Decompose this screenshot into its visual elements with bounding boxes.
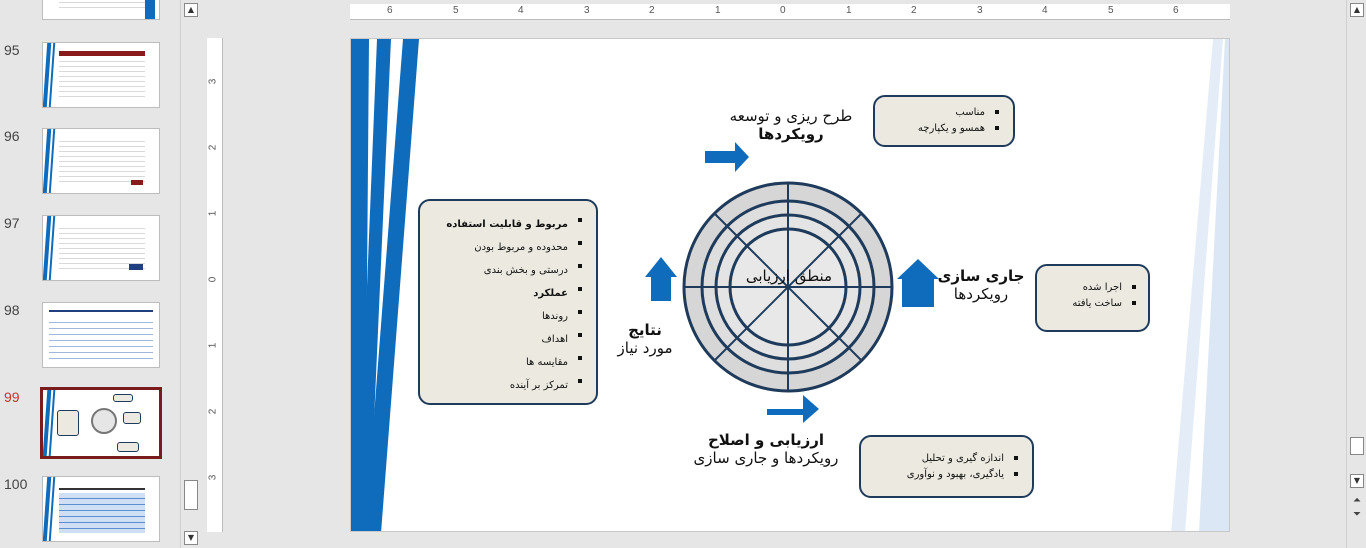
ruler-tick-label: 0 [207, 276, 219, 283]
list-item: اجرا شده [1037, 280, 1140, 296]
list-item: روندها [420, 305, 586, 328]
slide-thumbnail[interactable] [42, 0, 160, 20]
ruler-tick-label: 1 [715, 5, 721, 16]
list-item: عملکرد [420, 282, 586, 305]
list-item: ساخت یافته [1037, 296, 1140, 312]
list-item: تمرکز بر آینده [420, 374, 586, 397]
right-criteria-box [1035, 264, 1150, 332]
list-item: مربوط و قابلیت استفاده [420, 213, 586, 236]
list-item: یادگیری، بهبود و نوآوری [861, 467, 1022, 483]
ruler-tick-label: 0 [780, 5, 786, 16]
list-item: مقایسه ها [420, 351, 586, 374]
slide-thumbnail[interactable] [42, 302, 160, 368]
arrow-up-left [645, 257, 677, 301]
slide-thumbnail[interactable] [42, 476, 160, 542]
list-item: مناسب [875, 105, 1003, 121]
scroll-down-button[interactable]: ▼ [184, 531, 198, 545]
list-item: اهداف [420, 328, 586, 351]
bottom-label [681, 431, 851, 467]
slide-number: 97 [4, 215, 20, 231]
center-label: منطق ارزیابی [745, 267, 833, 285]
arrow-right-bottom [767, 395, 819, 423]
thumbnail-row-98[interactable] [0, 302, 180, 372]
target-circle-diagram [684, 183, 892, 391]
right-label [936, 267, 1026, 303]
horizontal-ruler[interactable] [350, 4, 1230, 20]
slide-number: 98 [4, 302, 20, 318]
top-label-line2: رویکردها [758, 125, 824, 143]
slide-number: 96 [4, 128, 20, 144]
ruler-tick-label: 4 [1042, 5, 1048, 16]
scroll-up-button[interactable]: ▲ [184, 3, 198, 17]
list-item: اندازه گیری و تحلیل [861, 451, 1022, 467]
bottom-label-line2: رویکردها و جاری سازی [693, 449, 839, 467]
right-label-line2: رویکردها [953, 285, 1009, 303]
bottom-criteria-box [859, 435, 1034, 498]
thumbnail-scrollbar[interactable] [180, 0, 200, 548]
slide-thumbnail-active[interactable] [40, 387, 162, 459]
ruler-tick-label: 5 [1108, 5, 1114, 16]
next-slide-icon[interactable]: ⏷ [1353, 509, 1361, 520]
list-item: همسو و یکپارچه [875, 121, 1003, 137]
left-label-line1: نتایج [628, 321, 662, 339]
left-criteria-box [418, 199, 598, 405]
slide-thumbnail[interactable] [42, 42, 160, 108]
left-label [605, 321, 685, 357]
slide-thumbnail-pane [0, 0, 180, 548]
thumbnail-row-96[interactable] [0, 128, 180, 198]
slide-number: 99 [4, 389, 20, 405]
arrow-up-right [897, 259, 939, 307]
list-item: درستی و بخش بندی [420, 259, 586, 282]
ruler-tick-label: 1 [846, 5, 852, 16]
ruler-tick-label: 3 [207, 474, 219, 481]
slide-number: 95 [4, 42, 20, 58]
thumbnail-row-100[interactable] [0, 476, 180, 546]
ruler-tick-label: 6 [387, 5, 393, 16]
ruler-tick-label: 3 [977, 5, 983, 16]
top-criteria-box [873, 95, 1015, 147]
scroll-down-button[interactable]: ▼ [1350, 474, 1364, 488]
thumbnail-row-95[interactable] [0, 42, 180, 112]
ruler-tick-label: 2 [911, 5, 917, 16]
ruler-tick-label: 1 [207, 210, 219, 217]
ruler-tick-label: 2 [207, 408, 219, 415]
thumbnail-row-99[interactable] [0, 389, 180, 459]
vertical-ruler[interactable] [207, 38, 223, 532]
thumbnail-row-97[interactable] [0, 215, 180, 285]
slide-thumbnail[interactable] [42, 215, 160, 281]
main-vertical-scrollbar[interactable] [1346, 0, 1366, 548]
arrow-right-top [705, 142, 749, 172]
ruler-tick-label: 2 [207, 144, 219, 151]
ruler-tick-label: 1 [207, 342, 219, 349]
ruler-tick-label: 4 [518, 5, 524, 16]
ruler-tick-label: 3 [584, 5, 590, 16]
ruler-tick-label: 5 [453, 5, 459, 16]
ruler-tick-label: 6 [1173, 5, 1179, 16]
scroll-up-button[interactable]: ▲ [1350, 3, 1364, 17]
top-label [711, 107, 871, 143]
left-label-line2: مورد نیاز [617, 339, 673, 357]
list-item: محدوده و مربوط بودن [420, 236, 586, 259]
slide-number: 100 [4, 476, 28, 492]
ruler-tick-label: 2 [649, 5, 655, 16]
scrollbar-thumb[interactable] [184, 480, 198, 510]
slide-thumbnail[interactable] [42, 128, 160, 194]
scrollbar-thumb[interactable] [1350, 437, 1364, 455]
right-label-line1: جاری سازی [937, 267, 1025, 285]
top-label-line1: طرح ریزی و توسعه [729, 107, 853, 125]
slide-canvas[interactable] [350, 38, 1230, 532]
bottom-label-line1: ارزیابی و اصلاح [707, 431, 825, 449]
thumbnail-row[interactable] [0, 0, 180, 24]
ruler-tick-label: 3 [207, 78, 219, 85]
previous-slide-icon[interactable]: ⏶ [1353, 495, 1361, 506]
